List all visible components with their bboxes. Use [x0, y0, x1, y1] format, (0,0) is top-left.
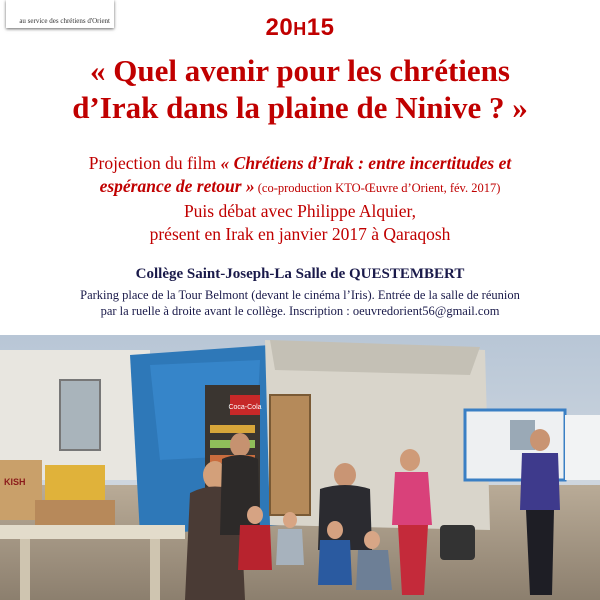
camp-photo [0, 335, 600, 600]
venue-name: Collège Saint-Joseph-La Salle de QUESTEMBERT [135, 266, 465, 282]
box-text: KISH [4, 477, 26, 487]
venue-directions [0, 287, 600, 319]
title-line-1: « Quel avenir pour les chrétiens [90, 53, 510, 88]
event-time [0, 14, 600, 42]
projection-intro: Projection du film [88, 153, 221, 173]
logo-caption: au service des chrétiens d'Orient [19, 17, 110, 25]
time-h-letter: H [293, 19, 307, 39]
projection-block [0, 152, 600, 246]
time-hours: 20 [265, 14, 294, 41]
event-title [0, 52, 600, 126]
camp-photo-illustration [0, 335, 600, 600]
sign-text: Coca-Cola [228, 404, 262, 411]
film-title-part-2: espérance de retour » [99, 176, 255, 196]
debate-line: Puis débat avec Philippe Alquier, [183, 201, 417, 221]
title-line-2: d’Irak dans la plaine de Ninive ? » [72, 90, 528, 125]
coproduction-note: (co-production KTO-Œuvre d’Orient, fév. 2017) [254, 181, 501, 195]
parking-line-1: Parking place de la Tour Belmont (devant le cinéma l’Iris). Entrée de la salle de réunion [80, 288, 520, 302]
film-title-part-1: « Chrétiens d’Irak : entre incertitudes et [220, 153, 512, 173]
projection-line-2 [0, 175, 600, 200]
parking-line-2: par la ruelle à droite avant le collège. Inscription : oeuvredorient56@gmail.com [100, 304, 500, 318]
presence-line: présent en Irak en janvier 2017 à Qaraqosh [149, 224, 451, 244]
time-minutes: 15 [306, 14, 335, 41]
projection-line-1 [0, 152, 600, 175]
